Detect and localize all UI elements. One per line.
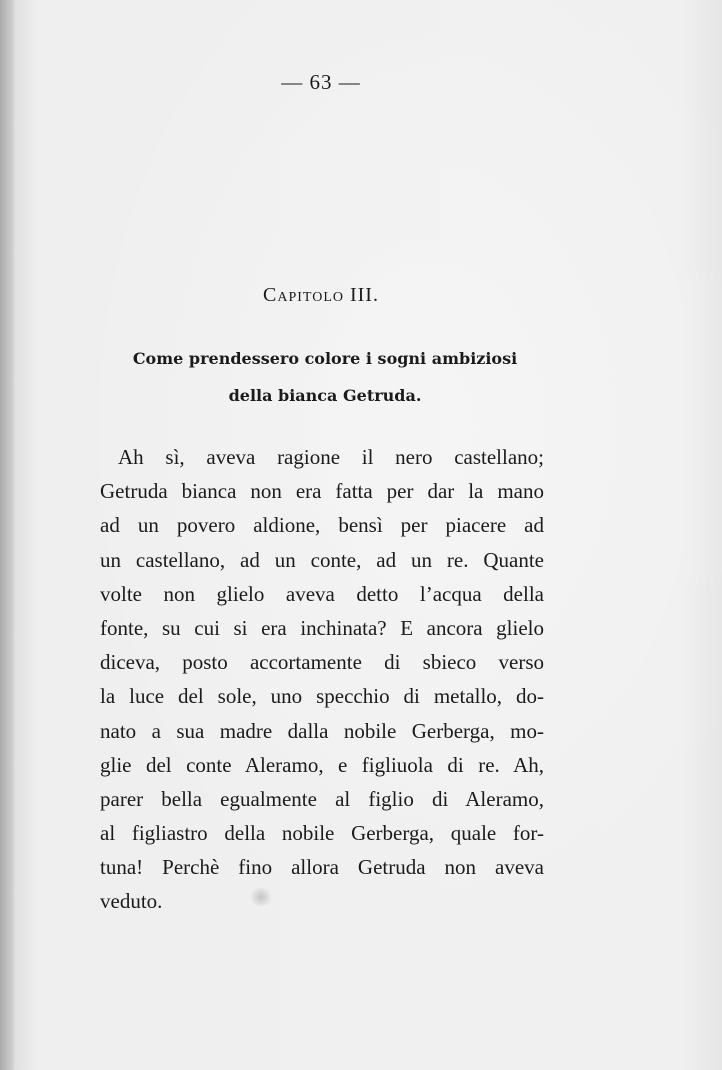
body-line: ad un povero aldione, bensì per piacere ad: [100, 513, 544, 538]
body-line: la luce del sole, uno specchio di metallo, do-: [100, 684, 544, 709]
body-line: diceva, posto accortamente di sbieco verso: [100, 650, 544, 675]
chapter-label: Capitolo III.: [263, 284, 379, 306]
body-line: al figliastro della nobile Gerberga, quale for-: [100, 821, 544, 846]
body-line: glie del conte Aleramo, e figliuola di re. Ah,: [100, 752, 544, 777]
body-line: volte non glielo aveva detto l’acqua della: [100, 581, 544, 606]
ink-smudge: [248, 888, 274, 906]
body-line: Getruda bianca non era fatta per dar la mano: [100, 479, 544, 504]
page-spine-shadow: [0, 0, 14, 1070]
page-number: — 63 —: [281, 70, 361, 94]
body-line: veduto.: [100, 889, 163, 914]
chapter-title-line: Come prendessero colore i sogni ambiziosi: [132, 349, 518, 368]
body-line: parer bella egualmente al figlio di Aleramo,: [100, 786, 544, 811]
chapter-title-line: della bianca Getruda.: [228, 386, 422, 405]
body-line: Ah sì, aveva ragione il nero castellano;: [118, 445, 544, 469]
body-line: fonte, su cui si era inchinata? E ancora glielo: [100, 615, 544, 640]
body-line: nato a sua madre dalla nobile Gerberga, mo-: [100, 718, 544, 743]
body-line: un castellano, ad un conte, ad un re. Quante: [100, 547, 544, 572]
chapter-title: [110, 340, 540, 414]
body-text: [100, 440, 544, 919]
body-line: tuna! Perchè fino allora Getruda non aveva: [100, 855, 544, 880]
